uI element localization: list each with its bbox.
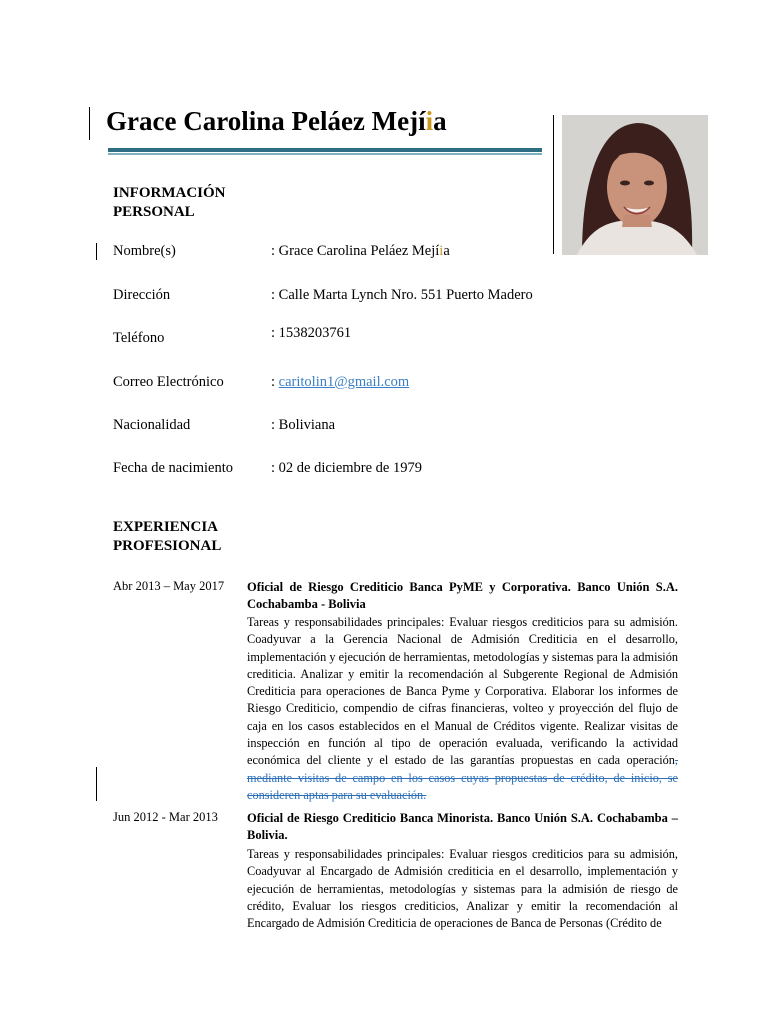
page-title: Grace Carolina Peláez Mejíia — [106, 106, 447, 136]
job-description: Tareas y responsabilidades principales: Evaluar riesgos crediticios para su admisión. Coadyuvar a la Gerencia Nacional de Admisión Crediticia en el desarrollo, implementación y ejecución de herramientas, metodologías y sistemas para la admisión crediticia. Analizar y emitir la recomendación al Subgerente Regional de Admisión Crediticia para operaciones de Banca Pyme y Corporativa. Elaborar los informes de Riesgo Crediticio, compendio de cifras financieras, volteo y proyección del flujo de caja en los casos establecidos en el Manual de Créditos vigente. Realizar visitas de inspección en función al tipo de operación evaluada, verificando la actividad económica del cliente y el estado de las garantías propuestas en cada operación, mediante visitas de campo en los casos cuyas propuestas de crédito, de inicio, se consideren aptas para su evaluación. — [247, 615, 678, 802]
section-heading-experience: EXPERIENCIA PROFESIONAL — [113, 519, 222, 554]
change-bar — [96, 243, 97, 260]
job-description: Tareas y responsabilidades principales: Evaluar riesgos crediticios para su admisión, Coadyuvar al Encargado de Admisión crediticia en el desarrollo, implementación y ejecución de herramientas, metodologías y sistemas para la admisión de riesgo de crédito, Evaluar los riesgos crediticios, Analizar y emitir la recomendación al Encargado de Admisión Crediticia de operaciones de Banca de Personas (Crédito de — [247, 847, 678, 931]
change-bar — [96, 767, 97, 801]
job-dates: Abr 2013 – May 2017 — [113, 579, 225, 593]
title-rule-light — [108, 153, 542, 155]
value-telefono: : 1538203761 — [271, 325, 352, 341]
job-title: Oficial de Riesgo Crediticio Banca PyME y Corporativa. Banco Unión S.A. Cochabamba - Bolivia — [247, 580, 678, 611]
value-nacionalidad: : Boliviana — [271, 417, 336, 433]
photo-side-line — [553, 115, 554, 254]
value-fecha-nacimiento: : 02 de diciembre de 1979 — [271, 460, 422, 476]
section-heading-personal: INFORMACIÓN PERSONAL — [113, 185, 226, 220]
change-bar — [89, 107, 90, 140]
title-rule — [108, 148, 542, 152]
value-direccion: : Calle Marta Lynch Nro. 551 Puerto Madero — [271, 287, 533, 303]
portrait-illustration — [562, 115, 708, 255]
label-correo: Correo Electrónico — [113, 374, 224, 390]
label-direccion: Dirección — [113, 287, 171, 303]
deleted-text: , mediante visitas de campo en los casos cuyas propuestas de crédito, de inicio, se consideren aptas para su evaluación. — [247, 753, 678, 802]
email-link[interactable]: caritolin1@gmail.com — [278, 374, 410, 390]
value-nombre: : Grace Carolina Peláez Mejíia — [271, 243, 450, 259]
label-nombre: Nombre(s) — [113, 243, 176, 259]
label-telefono: Teléfono — [113, 330, 165, 346]
job-title: Oficial de Riesgo Crediticio Banca Minorista. Banco Unión S.A. Cochabamba – Bolivia. — [247, 811, 678, 842]
value-correo: : caritolin1@gmail.com — [271, 374, 410, 390]
job-dates: Jun 2012 - Mar 2013 — [113, 810, 218, 824]
profile-photo — [562, 115, 708, 255]
label-fecha-nacimiento: Fecha de nacimiento — [113, 460, 233, 476]
label-nacionalidad: Nacionalidad — [113, 417, 191, 433]
highlighted-char: i — [425, 106, 434, 136]
